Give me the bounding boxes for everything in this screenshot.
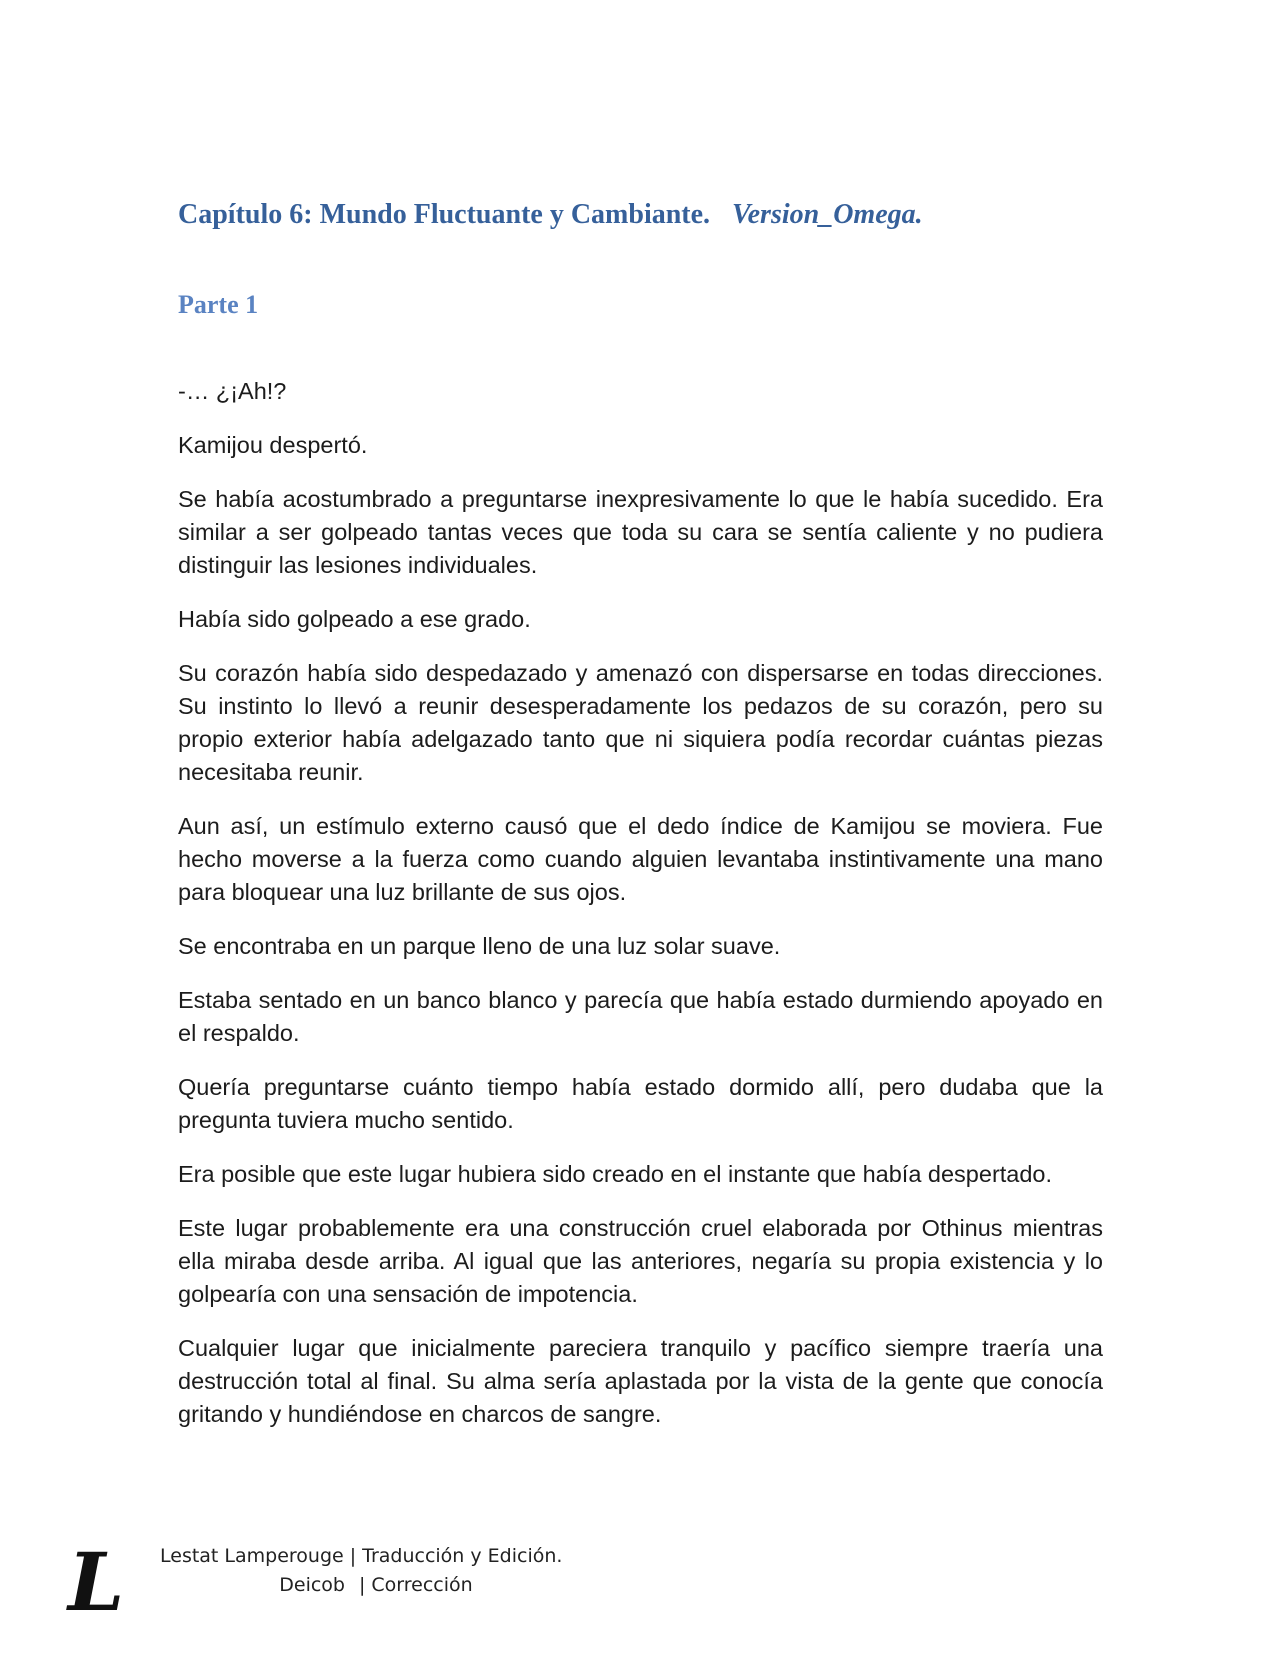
paragraph: Cualquier lugar que inicialmente pareciera tranquilo y pacífico siempre traería una destrucción total al final. Su alma sería aplastada por la vista de la gente que conocía gritando y hundiéndose en charcos de sangre. [178,1335,1103,1427]
part-title: Parte 1 [178,290,259,319]
l-logo: L [68,1535,125,1629]
paragraph: Había sido golpeado a ese grado. [178,606,531,632]
paragraph: -… ¿¡Ah!? [178,378,287,404]
credit-row-corrector [160,1571,562,1600]
credit-separator: | [359,1574,366,1596]
paragraph: Era posible que este lugar hubiera sido creado en el instante que había despertado. [178,1161,1053,1187]
credit-role: Traducción y Edición. [362,1545,563,1567]
chapter-title [178,195,1103,235]
paragraph: Estaba sentado en un banco blanco y parecía que había estado durmiendo apoyado en el respaldo. [178,987,1103,1046]
credit-separator: | [349,1545,357,1567]
paragraph: Se encontraba en un parque lleno de una luz solar suave. [178,933,781,959]
credit-row-translator [160,1542,562,1571]
credit-name: Lestat Lamperouge [160,1545,344,1567]
paragraph: Este lugar probablemente era una construcción cruel elaborada por Othinus mientras ella miraba desde arriba. Al igual que las anteriores, negaría su propia existencia y lo golpearía con una sensación de impotencia. [178,1215,1103,1307]
credit-name: Deicob [279,1574,345,1596]
body-text [178,375,1103,1431]
paragraph: Kamijou despertó. [178,432,368,458]
paragraph: Su corazón había sido despedazado y amenazó con dispersarse en todas direcciones. Su instinto lo llevó a reunir desesperadamente los pedazos de su corazón, pero su propio exterior había adelgazado tanto que ni siquiera podía recordar cuántas piezas necesitaba reunir. [178,660,1103,785]
chapter-version: Version_Omega. [732,199,923,230]
credit-role: Corrección [371,1574,473,1596]
page-content [178,195,1103,1452]
chapter-title-text: Capítulo 6: Mundo Fluctuante y Cambiante. [178,199,711,230]
paragraph: Aun así, un estímulo externo causó que el dedo índice de Kamijou se moviera. Fue hecho moverse a la fuerza como cuando alguien levantaba instintivamente una mano para bloquear una luz brillante de sus ojos. [178,813,1103,905]
paragraph: Se había acostumbrado a preguntarse inexpresivamente lo que le había sucedido. Era similar a ser golpeado tantas veces que toda su cara se sentía caliente y no pudiera distinguir las lesiones individuales. [178,486,1103,578]
credits [160,1542,562,1600]
page-footer [68,1535,768,1629]
paragraph: Quería preguntarse cuánto tiempo había estado dormido allí, pero dudaba que la pregunta tuviera mucho sentido. [178,1074,1103,1133]
